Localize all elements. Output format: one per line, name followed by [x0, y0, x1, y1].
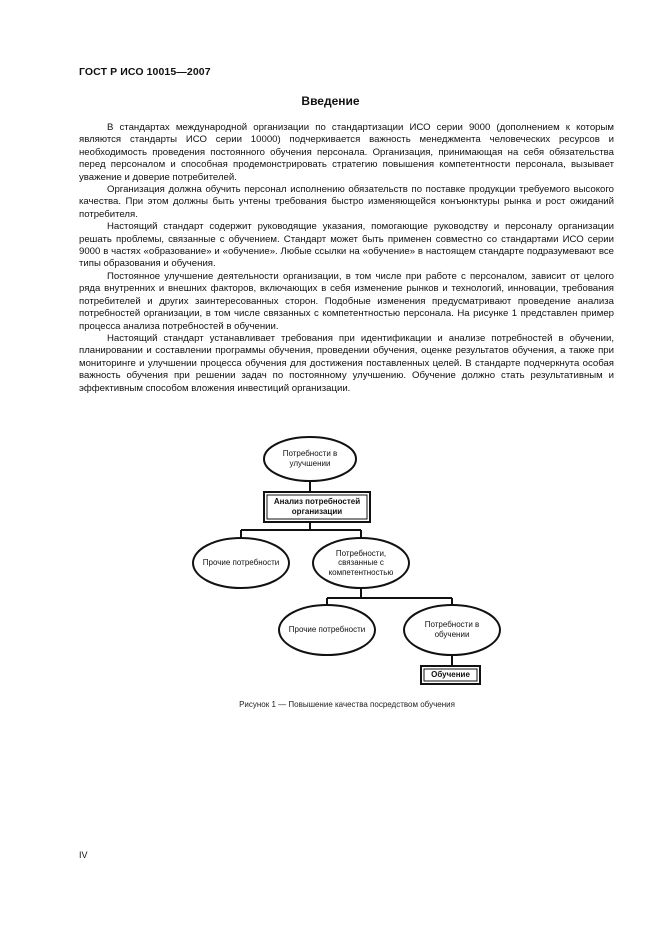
label-training: Обучение — [431, 670, 470, 680]
paragraph-5: Настоящий стандарт устанавливает требования при идентификации и анализе потребностей в обучении, планировании и составлении программы обучения, проведении обучения, оценке результатов обучения, а также при мониторинге и улучшении процесса обучения для достижения поставленных целей. В стандарте подчеркнута особая важность обучения при решении задач по постоянному улучшению. Обучение должно стать результативным и эффективным способом вложения инвестиций организации. — [79, 332, 614, 394]
label-improvement-needs: Потребности в улучшении — [282, 449, 338, 468]
section-title: Введение — [301, 94, 360, 108]
label-other-needs-1: Прочие потребности — [202, 558, 280, 568]
training-needs-diagram — [170, 428, 510, 690]
paragraph-1: В стандартах международной организации по стандартизации ИСО серии 9000 (дополнением к которым являются стандарты ИСО серии 10000) подчеркивается важность менеджмента человеческих ресурсов и необходимость проведения постоянного обучения персонала. Организация, принимающая на себя обязательства перед персоналом и способная продемонстрировать стратегию повышения компетентности персонала, вызывает уважение и доверие потребителей. — [79, 122, 614, 183]
paragraph-4: Постоянное улучшение деятельности организации, в том числе при работе с персоналом, зависит от целого ряда внутренних и внешних факторов, включающих в себя изменение рынков и технологий, инновации, требования потребителей и других заинтересованных сторон. Подобные изменения предусматривают проведение анализа потребностей организации, в том числе связанных с компетентностью персонала. На рисунке 1 представлен пример процесса анализа потребностей в обучении. — [79, 270, 614, 332]
label-other-needs-2: Прочие потребности — [288, 625, 366, 635]
document-code-header: ГОСТ Р ИСО 10015—2007 — [79, 66, 211, 78]
label-analysis: Анализ потребностей организации — [273, 497, 361, 516]
label-training-needs: Потребности в обучении — [424, 620, 480, 639]
introduction-body — [79, 122, 614, 395]
figure-caption: Рисунок 1 — Повышение качества посредством обучения — [239, 700, 455, 709]
paragraph-2: Организация должна обучить персонал исполнению обязательств по поставке продукции требуемого высокого качества. При этом должны быть учтены требования быстро изменяющейся конъюнктуры рынка и рост ожиданий потребителя. — [79, 184, 614, 220]
paragraph-3: Настоящий стандарт содержит руководящие указания, помогающие руководству и персоналу организации решать проблемы, связанные с обучением. Стандарт может быть применен совместно со стандартами ИСО серии 9000 в частях «образование» и «обучение». Любые ссылки на «обучение» в настоящем стандарте подразумевают все типы образования и обучения. — [79, 221, 614, 270]
page-number: IV — [79, 850, 88, 860]
label-competence-needs: Потребности, связанные с компетентностью — [328, 548, 394, 577]
